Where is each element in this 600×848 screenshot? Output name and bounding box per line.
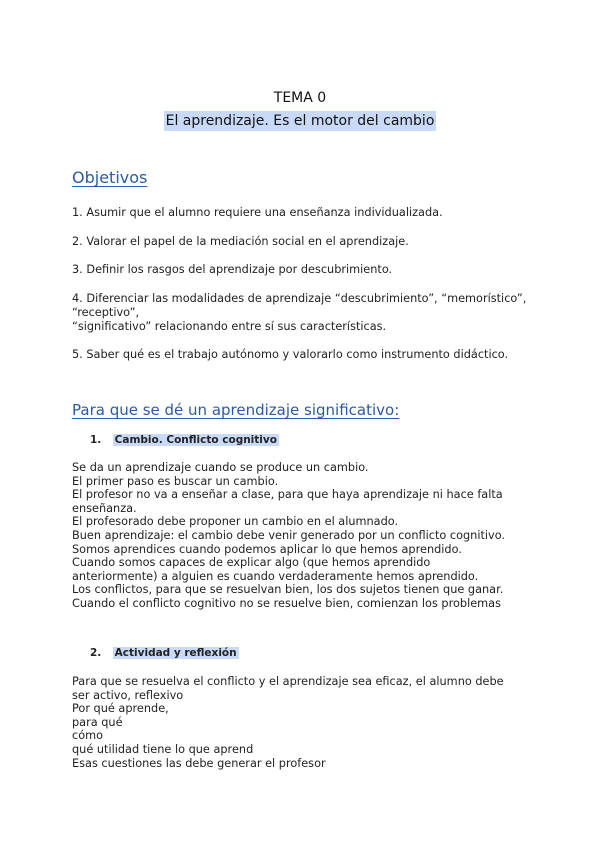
section-title: Actividad y reflexión [114,647,237,659]
body-line: El profesorado debe proponer un cambio en el alumnado. [72,515,399,529]
body-line: Los conflictos, para que se resuelvan bien, los dos sujetos tienen que ganar. [72,583,504,597]
objetivo-item-5 [72,348,542,362]
body-line: Somos aprendices cuando podemos aplicar lo que hemos aprendido. [72,542,462,556]
body-line: Cuando somos capaces de explicar algo (que hemos aprendido [72,556,431,570]
objetivo-item-1 [72,206,542,220]
section-1-body [72,461,527,611]
document-title: El aprendizaje. Es el motor del cambio [165,113,435,129]
section-number: 2. [90,647,102,659]
section-2-title [90,647,239,659]
objetivos-heading: Objetivos [72,168,148,187]
objetivo-item-2 [72,235,542,249]
body-line: anteriormente) a alguien es cuando verdaderamente hemos aprendido. [72,569,479,583]
body-line: qué utilidad tiene lo que aprend [72,742,254,756]
objetivo-line: “significativo” relacionando entre sí sus características. [72,320,387,333]
body-line: Buen aprendizaje: el cambio debe venir generado por un conflicto cognitivo. [72,528,506,542]
body-line: Cuando el conflicto cognitivo no se resuelve bien, comienzan los problemas [72,596,501,610]
objetivo-line: 5. Saber qué es el trabajo autónomo y valorarlo como instrumento didáctico. [72,348,509,361]
body-line: Esas cuestiones las debe generar el profesor [72,756,326,770]
body-line: cómo [72,729,104,743]
body-line: Por qué aprende, [72,702,169,716]
body-line: Para que se resuelva el conflicto y el aprendizaje sea eficaz, el alumno debe [72,675,504,688]
section-heading: Para que se dé un aprendizaje significativo: [72,401,400,419]
section-1-title [90,434,279,446]
body-line: enseñanza. [72,501,137,515]
body-line: Se da un aprendizaje cuando se produce un cambio. [72,461,369,474]
objetivo-line: 4. Diferenciar las modalidades de aprendizaje “descubrimiento”, “memorístico”, [72,292,527,305]
objetivo-item-3 [72,263,542,277]
body-line: El profesor no va a enseñar a clase, para que haya aprendizaje ni hace falta [72,488,503,502]
title-wrapper [0,110,600,131]
objetivo-line: “receptivo”, [72,306,140,319]
tema-label: TEMA 0 [273,90,327,106]
section-title: Cambio. Conflicto cognitivo [114,434,277,446]
objetivo-line: 2. Valorar el papel de la mediación social en el aprendizaje. [72,235,409,248]
objetivo-item-4 [72,292,542,334]
objetivo-line: 1. Asumir que el alumno requiere una enseñanza individualizada. [72,206,443,219]
body-line: El primer paso es buscar un cambio. [72,474,279,488]
section-number: 1. [90,434,102,446]
objetivo-line: 3. Definir los rasgos del aprendizaje por descubrimiento. [72,263,393,276]
body-line: para qué [72,715,123,729]
body-line: ser activo, reflexivo [72,688,184,702]
section-2-body [72,675,527,770]
